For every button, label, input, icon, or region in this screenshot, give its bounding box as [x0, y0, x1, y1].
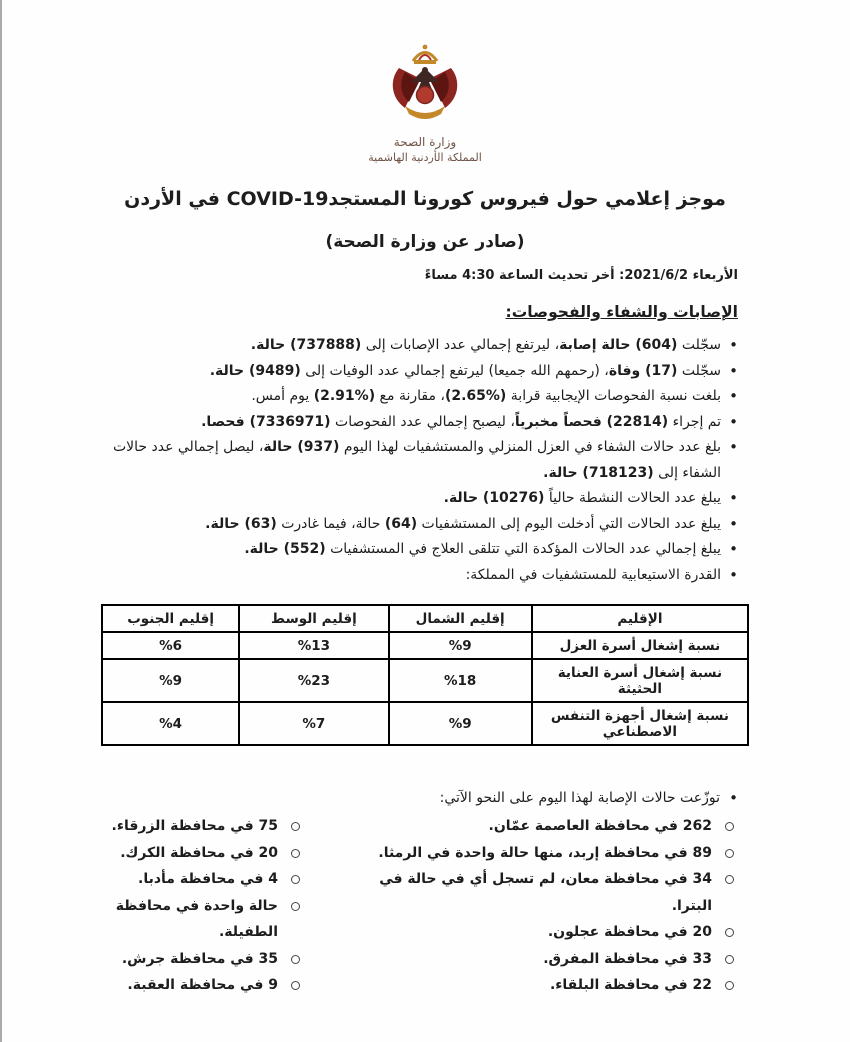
- stat-bullet-item: • القدرة الاستيعابية للمستشفيات في المملكة:: [95, 563, 738, 589]
- table-value-cell: %13: [239, 632, 388, 659]
- distribution-columns: [95, 813, 738, 999]
- table-row-label: نسبة إشغال أسرة العناية الحثيثة: [532, 659, 748, 702]
- distribution-intro: • توزّعت حالات الإصابة لهذا اليوم على النحو الآتي:: [95, 786, 738, 810]
- table-header-cell: إقليم الوسط: [239, 605, 388, 632]
- table-value-cell: %7: [239, 702, 388, 745]
- table-row-label: نسبة إشغال أجهزة التنفس الاصطناعي: [532, 702, 748, 745]
- kingdom-name: المملكة الأردنية الهاشمية: [368, 151, 482, 164]
- stat-bullet-item: • بلغت نسبة الفحوصات الإيجابية قرابة (%2.65)، مقارنة مع (%2.91) يوم أمس.: [95, 384, 738, 410]
- governorate-list-item: 35 في محافظة جرش.: [95, 946, 304, 973]
- table-value-cell: %4: [102, 702, 239, 745]
- document-subtitle: (صادر عن وزارة الصحة): [325, 232, 525, 252]
- governorate-list-item: 20 في محافظة الكرك.: [95, 840, 304, 867]
- table-value-cell: %23: [239, 659, 388, 702]
- capacity-table-body: [102, 632, 748, 745]
- governorate-list-item: 9 في محافظة العقبة.: [95, 972, 304, 999]
- table-header-cell: إقليم الشمال: [389, 605, 532, 632]
- stats-bullet-list: [0, 333, 850, 588]
- governorate-list-item: حالة واحدة في محافظة الطفيلة.: [95, 893, 304, 946]
- stat-bullet-item: • بلغ عدد حالات الشفاء في العزل المنزلي والمستشفيات لهذا اليوم (937) حالة، ليصل إجمالي عدد حالات الشفاء إلى (718123) حالة.: [95, 435, 738, 486]
- table-value-cell: %6: [102, 632, 239, 659]
- crown-icon: [413, 45, 437, 64]
- table-row: [102, 659, 748, 702]
- document-title: موجز إعلامي حول فيروس كورونا المستجدCOVID-19 في الأردن: [124, 188, 726, 210]
- laurel-ribbon-icon: [405, 106, 445, 119]
- header-block: [0, 42, 850, 164]
- distribution-list-left: [95, 813, 366, 999]
- table-header-cell: إقليم الجنوب: [102, 605, 239, 632]
- stat-bullet-item: • سجّلت (604) حالة إصابة، ليرتفع إجمالي عدد الإصابات إلى (737888) حالة.: [95, 333, 738, 359]
- distribution-section: [0, 786, 850, 999]
- governorate-list-item: 33 في محافظة المفرق.: [366, 946, 738, 973]
- stat-bullet-item: • يبلغ عدد الحالات النشطة حالياً (10276) حالة.: [95, 486, 738, 512]
- table-row: [102, 702, 748, 745]
- table-row: [102, 632, 748, 659]
- stat-bullet-item: • سجّلت (17) وفاة، (رحمهم الله جميعا) ليرتفع إجمالي عدد الوفيات إلى (9489) حالة.: [95, 359, 738, 385]
- governorate-list-item: 4 في محافظة مأدبا.: [95, 866, 304, 893]
- stat-bullet-item: • تم إجراء (22814) فحصاً مخبرياً، ليصبح إجمالي عدد الفحوصات (7336971) فحصا.: [95, 410, 738, 436]
- governorate-list-item: 22 في محافظة البلقاء.: [366, 972, 738, 999]
- capacity-table-header: [102, 605, 748, 632]
- table-value-cell: %9: [389, 702, 532, 745]
- globe-icon: [417, 87, 434, 104]
- capacity-table: [101, 604, 749, 746]
- governorate-list-item: 75 في محافظة الزرقاء.: [95, 813, 304, 840]
- table-header-cell: الإقليم: [532, 605, 748, 632]
- stat-bullet-item: • يبلغ إجمالي عدد الحالات المؤكدة التي تتلقى العلاج في المستشفيات (552) حالة.: [95, 537, 738, 563]
- date-line: الأربعاء 2021/6/2: أخر تحديث الساعة 4:30 مساءً: [424, 268, 738, 283]
- distribution-list-right: [366, 813, 738, 999]
- table-value-cell: %9: [389, 632, 532, 659]
- table-value-cell: %18: [389, 659, 532, 702]
- page-edge-shadow: [0, 0, 2, 1042]
- table-value-cell: %9: [102, 659, 239, 702]
- governorate-list-item: 262 في محافظة العاصمة عمّان.: [366, 813, 738, 840]
- ministry-name: وزارة الصحة: [393, 135, 457, 149]
- section-heading: الإصابات والشفاء والفحوصات:: [505, 303, 738, 321]
- stat-bullet-item: • يبلغ عدد الحالات التي أدخلت اليوم إلى المستشفيات (64) حالة، فيما غادرت (63) حالة.: [95, 512, 738, 538]
- table-row-label: نسبة إشغال أسرة العزل: [532, 632, 748, 659]
- governorate-list-item: 20 في محافظة عجلون.: [366, 919, 738, 946]
- jordan-coat-of-arms-logo: [375, 42, 475, 128]
- governorate-list-item: 34 في محافظة معان، لم تسجل أي في حالة في البترا.: [366, 866, 738, 919]
- governorate-list-item: 89 في محافظة إربد، منها حالة واحدة في الرمثا.: [366, 840, 738, 867]
